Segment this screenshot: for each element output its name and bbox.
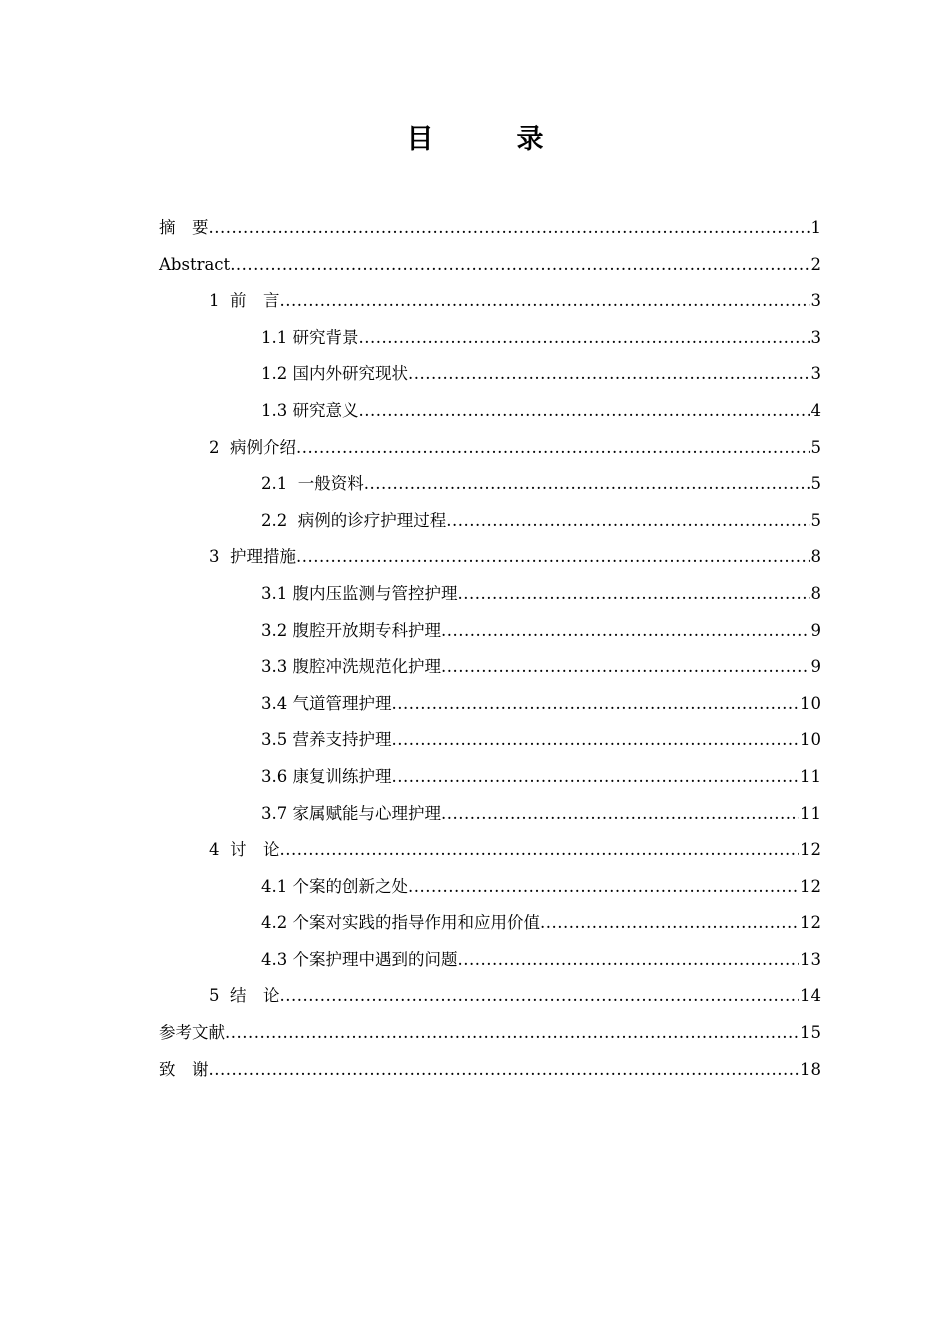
toc-entry-label: 4 讨 论 (209, 840, 280, 860)
toc-entry[interactable] (159, 1015, 821, 1052)
toc-dot-leader (392, 759, 800, 796)
toc-entry[interactable] (159, 832, 821, 869)
toc-entry-label: 1.2 国内外研究现状 (261, 364, 408, 384)
toc-entry-label: 3.1 腹内压监测与管控护理 (261, 583, 458, 603)
toc-dot-leader (209, 210, 810, 247)
toc-dot-leader (392, 686, 800, 723)
toc-entry-label: 2.1 一般资料 (261, 474, 364, 494)
toc-entry-page-number: 5 (810, 510, 821, 530)
toc-entry-page-number: 10 (800, 693, 821, 713)
toc-dot-leader (408, 869, 799, 906)
toc-entry[interactable] (159, 210, 821, 247)
toc-entry[interactable] (159, 905, 821, 942)
toc-entry-label: 摘 要 (159, 218, 209, 237)
toc-entry-label: 1 前 言 (209, 291, 280, 311)
toc-entry-page-number: 3 (810, 327, 821, 347)
toc-entry[interactable] (159, 320, 821, 357)
toc-entry-label: 参考文献 (159, 1023, 225, 1043)
toc-entry-label: 3.7 家属赋能与心理护理 (261, 803, 441, 823)
toc-entry[interactable] (159, 576, 821, 613)
toc-dot-leader (280, 978, 800, 1015)
toc-dot-leader (296, 430, 810, 467)
toc-entry-page-number: 15 (800, 1023, 821, 1043)
toc-dot-leader (209, 1052, 800, 1089)
toc-entry-page-number: 4 (810, 400, 821, 420)
toc-entry[interactable] (159, 430, 821, 467)
toc-dot-leader (458, 942, 800, 979)
toc-dot-leader (280, 832, 800, 869)
toc-entry-page-number: 13 (800, 949, 821, 969)
toc-entry[interactable] (159, 503, 821, 540)
toc-entry-page-number: 12 (800, 840, 821, 860)
toc-entry[interactable] (159, 978, 821, 1015)
toc-dot-leader (441, 649, 810, 686)
toc-dot-leader (408, 356, 810, 393)
toc-dot-leader (225, 1015, 799, 1052)
toc-entry-page-number: 10 (800, 730, 821, 750)
toc-entry-label: 2.2 病例的诊疗护理过程 (261, 510, 447, 530)
toc-entry-label: 致 谢 (159, 1059, 209, 1079)
toc-dot-leader (458, 576, 810, 613)
toc-dot-leader (392, 722, 800, 759)
toc-entry-page-number: 1 (810, 218, 821, 237)
toc-entry[interactable] (159, 722, 821, 759)
toc-entry-page-number: 12 (800, 876, 821, 896)
toc-entry-label: 3.3 腹腔冲洗规范化护理 (261, 657, 441, 677)
toc-dot-leader (441, 796, 799, 833)
toc-dot-leader (230, 247, 809, 284)
toc-entry[interactable] (159, 942, 821, 979)
toc-entry-page-number: 12 (800, 913, 821, 933)
toc-entry[interactable] (159, 759, 821, 796)
toc-entry-label: 3.2 腹腔开放期专科护理 (261, 620, 441, 640)
toc-entry[interactable] (159, 356, 821, 393)
toc-entry-label: 3.6 康复训练护理 (261, 766, 392, 786)
toc-entry-label: 5 结 论 (209, 986, 280, 1006)
toc-entry[interactable] (159, 649, 821, 686)
toc-entry-label: 4.3 个案护理中遇到的问题 (261, 949, 458, 969)
toc-entry-page-number: 9 (810, 657, 821, 677)
toc-entry-label: 1.1 研究背景 (261, 327, 359, 347)
toc-dot-leader (280, 283, 810, 320)
toc-entry[interactable] (159, 869, 821, 906)
toc-entry-page-number: 9 (810, 620, 821, 640)
toc-entry[interactable] (159, 686, 821, 723)
toc-entry-page-number: 11 (800, 803, 821, 823)
toc-entry-label: 1.3 研究意义 (261, 400, 359, 420)
toc-entry-page-number: 5 (810, 437, 821, 457)
toc-entry[interactable] (159, 283, 821, 320)
toc-entry[interactable] (159, 1052, 821, 1089)
toc-entry-page-number: 2 (810, 254, 821, 274)
toc-entry[interactable] (159, 393, 821, 430)
page-title: 目 录 (406, 124, 572, 155)
toc-entry-page-number: 3 (810, 291, 821, 311)
toc-entry-label: 4.1 个案的创新之处 (261, 876, 408, 896)
toc-entry[interactable] (159, 247, 821, 284)
toc-entry-label: 4.2 个案对实践的指导作用和应用价值 (261, 913, 540, 933)
toc-dot-leader (364, 466, 810, 503)
toc-entry-label: 2 病例介绍 (209, 437, 296, 457)
toc-entry[interactable] (159, 613, 821, 650)
toc-entry-label: Abstract (159, 254, 231, 274)
toc-entry-page-number: 8 (810, 583, 821, 603)
toc-entry-page-number: 18 (800, 1059, 821, 1079)
toc-dot-leader (296, 539, 810, 576)
toc-entry-page-number: 11 (800, 766, 821, 786)
toc-entry-label: 3.4 气道管理护理 (261, 693, 392, 713)
toc-entry-page-number: 8 (810, 547, 821, 567)
toc-dot-leader (359, 393, 810, 430)
toc-dot-leader (359, 320, 810, 357)
toc-entry-page-number: 3 (810, 364, 821, 384)
toc-dot-leader (446, 503, 809, 540)
toc-entry[interactable] (159, 539, 821, 576)
toc-dot-leader (540, 905, 799, 942)
toc-entry[interactable] (159, 796, 821, 833)
toc-entry-label: 3 护理措施 (209, 547, 296, 567)
toc-entry-page-number: 5 (810, 474, 821, 494)
toc-entry-page-number: 14 (800, 986, 821, 1006)
table-of-contents (159, 210, 821, 1088)
toc-dot-leader (441, 613, 810, 650)
toc-entry-label: 3.5 营养支持护理 (261, 730, 392, 750)
toc-entry[interactable] (159, 466, 821, 503)
